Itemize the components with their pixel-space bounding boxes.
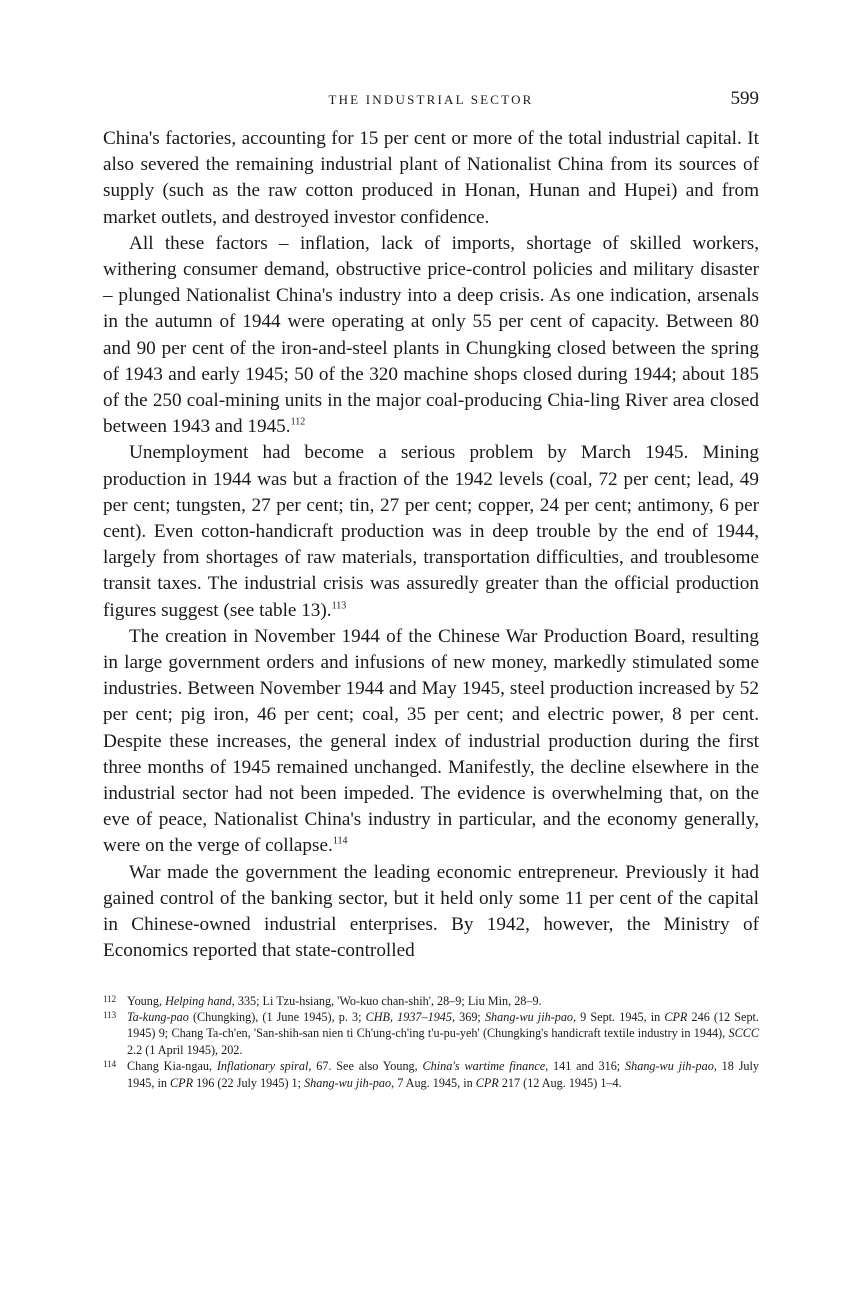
running-head: THE INDUSTRIAL SECTOR: [328, 92, 534, 107]
footnote-text: , 369;: [451, 1009, 485, 1024]
footnote-text: (Chungking), (1 June 1945), p. 3;: [188, 1009, 366, 1024]
footnote-text: , 7 Aug. 1945, in: [391, 1075, 476, 1090]
book-page: [103, 88, 759, 1091]
footnote-text: , 67. See also Young,: [308, 1059, 423, 1074]
footnote-number: 114: [103, 1059, 117, 1070]
footnote-text: , 18 July 1945, in: [127, 1059, 760, 1090]
footnote-text: , 335; Li Tzu-hsiang, 'Wo-kuo chan-shih', 28–9; Liu Min, 28–9.: [231, 993, 542, 1008]
footnote-text: 196 (22 July 1945) 1;: [193, 1075, 305, 1090]
page-number: 599: [730, 88, 759, 109]
footnote-text: 217 (12 Aug. 1945) 1–4.: [498, 1075, 622, 1090]
footnote-title-text: Shang-wu jih-pao: [625, 1059, 714, 1074]
paragraph-4-text: The creation in November 1944 of the Chinese War Production Board, resulting in large government orders and infusions of new money, markedly stimulated some industries. Between November 1944 and May 1945, steel production increased by 52 per cent; pig iron, 46 per cent; coal, 35 per cent; and electric power, 8 per cent. Despite these increases, the general index of industrial production during the first three months of 1945 remained unchanged. Manifestly, the decline elsewhere in the industrial sector had not been impeded. The evidence is overwhelming that, on the eve of peace, Nationalist China's industry in particular, and the economy generally, were on the verge of collapse.: [103, 625, 759, 857]
footnotes: [103, 993, 759, 1091]
paragraph-2: [103, 231, 759, 441]
paragraph-3: [103, 440, 759, 623]
paragraph-1-text: China's factories, accounting for 15 per cent or more of the total industrial capital. It also severed the remaining industrial plant of Nationalist China from its sources of supply (such as the raw cotton produced in Honan, Hunan and Hupei) and from market outlets, and destroyed investor confidence.: [103, 128, 759, 228]
footnote-ref-114[interactable]: 114: [332, 836, 348, 848]
footnote-title-text: CPR: [475, 1075, 499, 1090]
paragraph-5: [103, 860, 759, 965]
footnote-title-text: Ta-kung-pao: [127, 1009, 189, 1024]
paragraph-3-text: Unemployment had become a serious problem by March 1945. Mining production in 1944 was but a fraction of the 1942 levels (coal, 72 per cent; lead, 49 per cent; tungsten, 27 per cent; tin, 27 per cent; copper, 24 per cent; antimony, 6 per cent). Even cotton-handicraft production was in deep trouble by the end of 1944, largely from shortages of raw materials, transportation difficulties, and troublesome transit taxes. The industrial crisis was assuredly greater than the official production figures suggest (see table 13).: [103, 442, 759, 621]
footnote-number: 112: [103, 993, 117, 1004]
footnote-title-text: Inflationary spiral: [216, 1059, 309, 1074]
footnote-112: [103, 993, 759, 1009]
footnote-ref-113[interactable]: 113: [331, 600, 347, 612]
footnote-title-text: CPR: [664, 1009, 688, 1024]
paragraph-4: [103, 624, 759, 860]
footnote-title-text: China's wartime finance: [422, 1059, 546, 1074]
footnote-title-text: Shang-wu jih-pao: [484, 1009, 574, 1024]
paragraph-2-text: All these factors – inflation, lack of imports, shortage of skilled workers, withering consumer demand, obstructive price-control policies and military disaster – plunged Nationalist China's industry into a deep crisis. As one indication, arsenals in the autumn of 1944 were operating at only 55 per cent of capacity. Between 80 and 90 per cent of the iron-and-steel plants in Chungking closed between the spring of 1943 and early 1945; 50 of the 320 machine shops closed during 1944; about 185 of the 250 coal-mining units in the major coal-producing Chia-ling River area closed between 1943 and 1945.: [103, 232, 759, 438]
footnote-ref-112[interactable]: 112: [290, 416, 306, 428]
footnote-text: 246 (12 Sept. 1945) 9; Chang Ta-ch'en, 'San-shih-san nien ti Ch'ung-ch'ing t'u-pu-yeh' (Chungking's handicraft textile industry in 1944),: [127, 1009, 759, 1041]
footnote-text: Young,: [127, 993, 166, 1008]
footnote-text: Chang Kia-ngau,: [127, 1059, 217, 1074]
footnote-title-text: Shang-wu jih-pao: [304, 1075, 392, 1090]
footnote-text: 2.2 (1 April 1945), 202.: [127, 1042, 243, 1057]
footnote-title-text: CHB, 1937–1945: [365, 1009, 452, 1024]
footnote-title-text: SCCC: [728, 1026, 759, 1041]
footnote-title-text: Helping hand: [165, 993, 232, 1008]
footnote-title-text: CPR: [170, 1075, 194, 1090]
footnote-number: 113: [103, 1009, 117, 1020]
paragraph-5-text: War made the government the leading economic entrepreneur. Previously it had gained control of the banking sector, but it held only some 11 per cent of the capital in Chinese-owned industrial enterprises. By 1942, however, the Ministry of Economics reported that state-controlled: [103, 861, 759, 962]
footnote-text: , 9 Sept. 1945, in: [573, 1009, 665, 1024]
page-header: [103, 88, 759, 120]
body-text: [103, 126, 759, 965]
footnote-113: [103, 1009, 759, 1058]
paragraph-1: [103, 126, 759, 231]
footnote-114: [103, 1058, 759, 1091]
footnote-text: , 141 and 316;: [545, 1059, 626, 1074]
